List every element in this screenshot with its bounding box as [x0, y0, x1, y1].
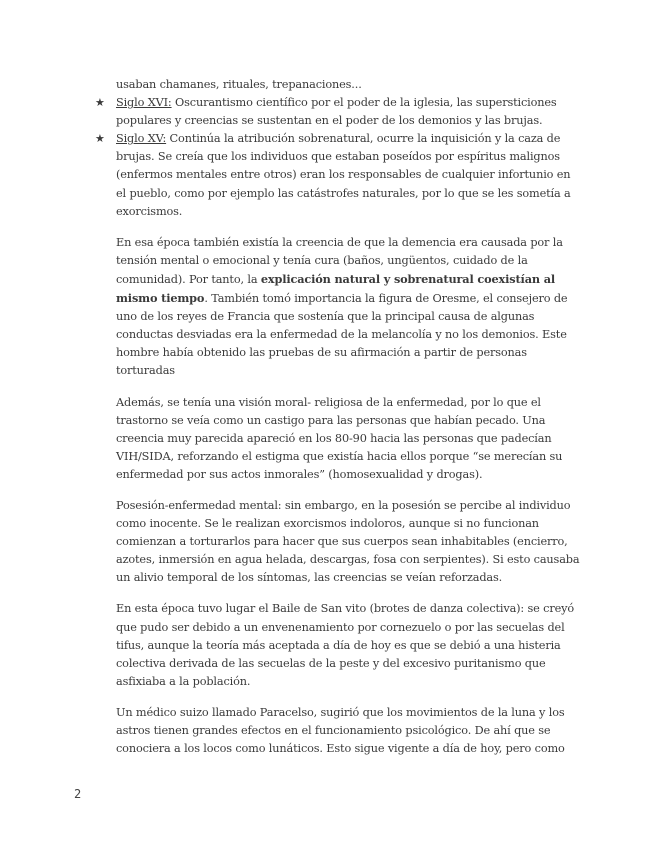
paragraph-line: creencia muy parecida apareció en los 80-90 hacia las personas que padecían: [116, 431, 552, 445]
paragraph-line: uno de los reyes de Francia que sostenía que la principal causa de algunas: [116, 310, 535, 324]
paragraph-line: [116, 270, 556, 289]
page-content: [95, 76, 580, 758]
page-number: 2: [74, 787, 82, 801]
bullet-text: Continúa la atribución sobrenatural, ocurre la inquisición y la caza de: [166, 132, 561, 146]
paragraph-line: Posesión-enfermedad mental: sin embargo, en la posesión se percibe al individuo: [116, 498, 571, 512]
paragraph-line: colectiva derivada de las secuelas de la peste y del excesivo puritanismo que: [116, 656, 546, 670]
bullet-siglo-xvi: [95, 94, 557, 130]
text-run: comunidad). Por tanto, la: [116, 272, 261, 286]
bullet-text: Oscurantismo científico por el poder de la iglesia, las supersticiones: [171, 96, 557, 110]
star-bullet-icon: ★: [95, 96, 105, 110]
paragraph-line: asfixiaba a la población.: [116, 674, 251, 688]
paragraph-line: astros tienen grandes efectos en el funcionamiento psicológico. De ahí que se: [116, 724, 551, 737]
bold-text: mismo tiempo: [116, 291, 205, 306]
paragraph-line: En esta época tuvo lugar el Baile de San vito (brotes de danza colectiva): se creyó: [116, 602, 575, 616]
paragraph-line: Un médico suizo llamado Paracelso, sugirió que los movimientos de la luna y los: [116, 705, 565, 719]
bullet-line: exorcismos.: [116, 204, 183, 218]
bullet-line: el pueblo, como por ejemplo las catástrofes naturales, por lo que se les sometía a: [116, 186, 571, 200]
paragraph-line: tensión mental o emocional y tenía cura (baños, ungüentos, cuidado de la: [116, 253, 528, 267]
bullet-line: (enfermos mentales entre otros) eran los responsables de cualquier infortunio en: [116, 168, 571, 182]
paragraph-demencia: [116, 234, 568, 381]
paragraph-line: [116, 289, 568, 308]
paragraph-line: torturadas: [116, 364, 175, 378]
paragraph-line: En esa época también existía la creencia de que la demencia era causada por la: [116, 235, 563, 249]
paragraph-line: hombre había obtenido las pruebas de su afirmación a partir de personas: [116, 346, 527, 360]
paragraph-line: conociera a los locos como lunáticos. Esto sigue vigente a día de hoy, pero como: [116, 742, 565, 756]
paragraph-line: conductas desviadas era la enfermedad de la melancolía y no los demonios. Este: [116, 328, 567, 342]
paragraph-baile-san-vito: [116, 600, 575, 690]
bullet-siglo-xv: [95, 130, 571, 220]
bullet-label: Siglo XVI:: [116, 96, 172, 110]
bullet-line: brujas. Se creía que los individuos que estaban poseídos por espíritus malignos: [116, 150, 560, 164]
intro-line: usaban chamanes, rituales, trepanaciones...: [116, 78, 362, 91]
paragraph-line: comienzan a torturarlos para hacer que sus cuerpos sean inhabitables (encierro,: [116, 535, 568, 549]
star-bullet-icon: ★: [95, 132, 105, 146]
paragraph-line: como inocente. Se le realizan exorcismos indoloros, aunque si no funcionan: [116, 517, 539, 531]
paragraph-posesion: [116, 497, 580, 587]
paragraph-line: Además, se tenía una visión moral- religiosa de la enfermedad, por lo que el: [116, 395, 541, 409]
bullet-line: [116, 130, 561, 148]
paragraph-line: VIH/SIDA, reforzando el estigma que existía hacia ellos porque “se merecían su: [116, 449, 563, 463]
paragraph-line: enfermedad por sus actos inmorales” (homosexualidad y drogas).: [116, 467, 483, 481]
paragraph-line: trastorno se veía como un castigo para las personas que habían pecado. Una: [116, 413, 546, 427]
bullet-label: Siglo XV:: [116, 132, 167, 146]
paragraph-line: que pudo ser debido a un envenenamiento por cornezuelo o por las secuelas del: [116, 620, 565, 634]
paragraph-paracelso: [116, 704, 565, 758]
bold-text: explicación natural y sobrenatural coexistían al: [260, 271, 556, 286]
paragraph-line: tifus, aunque la teoría más aceptada a día de hoy es que se debió a una histeria: [116, 638, 561, 652]
bullet-line: populares y creencias se sustentan en el poder de los demonios y las brujas.: [116, 114, 543, 128]
paragraph-line: azotes, inmersión en agua helada, descargas, fosa con serpientes). Si esto causaba: [116, 553, 580, 567]
paragraph-vision-moral: [116, 394, 563, 484]
paragraph-line: un alivio temporal de los síntomas, las creencias se veían reforzadas.: [116, 571, 503, 585]
text-run: . También tomó importancia la figura de Oresme, el consejero de: [204, 292, 568, 306]
bullet-line: [116, 94, 556, 112]
